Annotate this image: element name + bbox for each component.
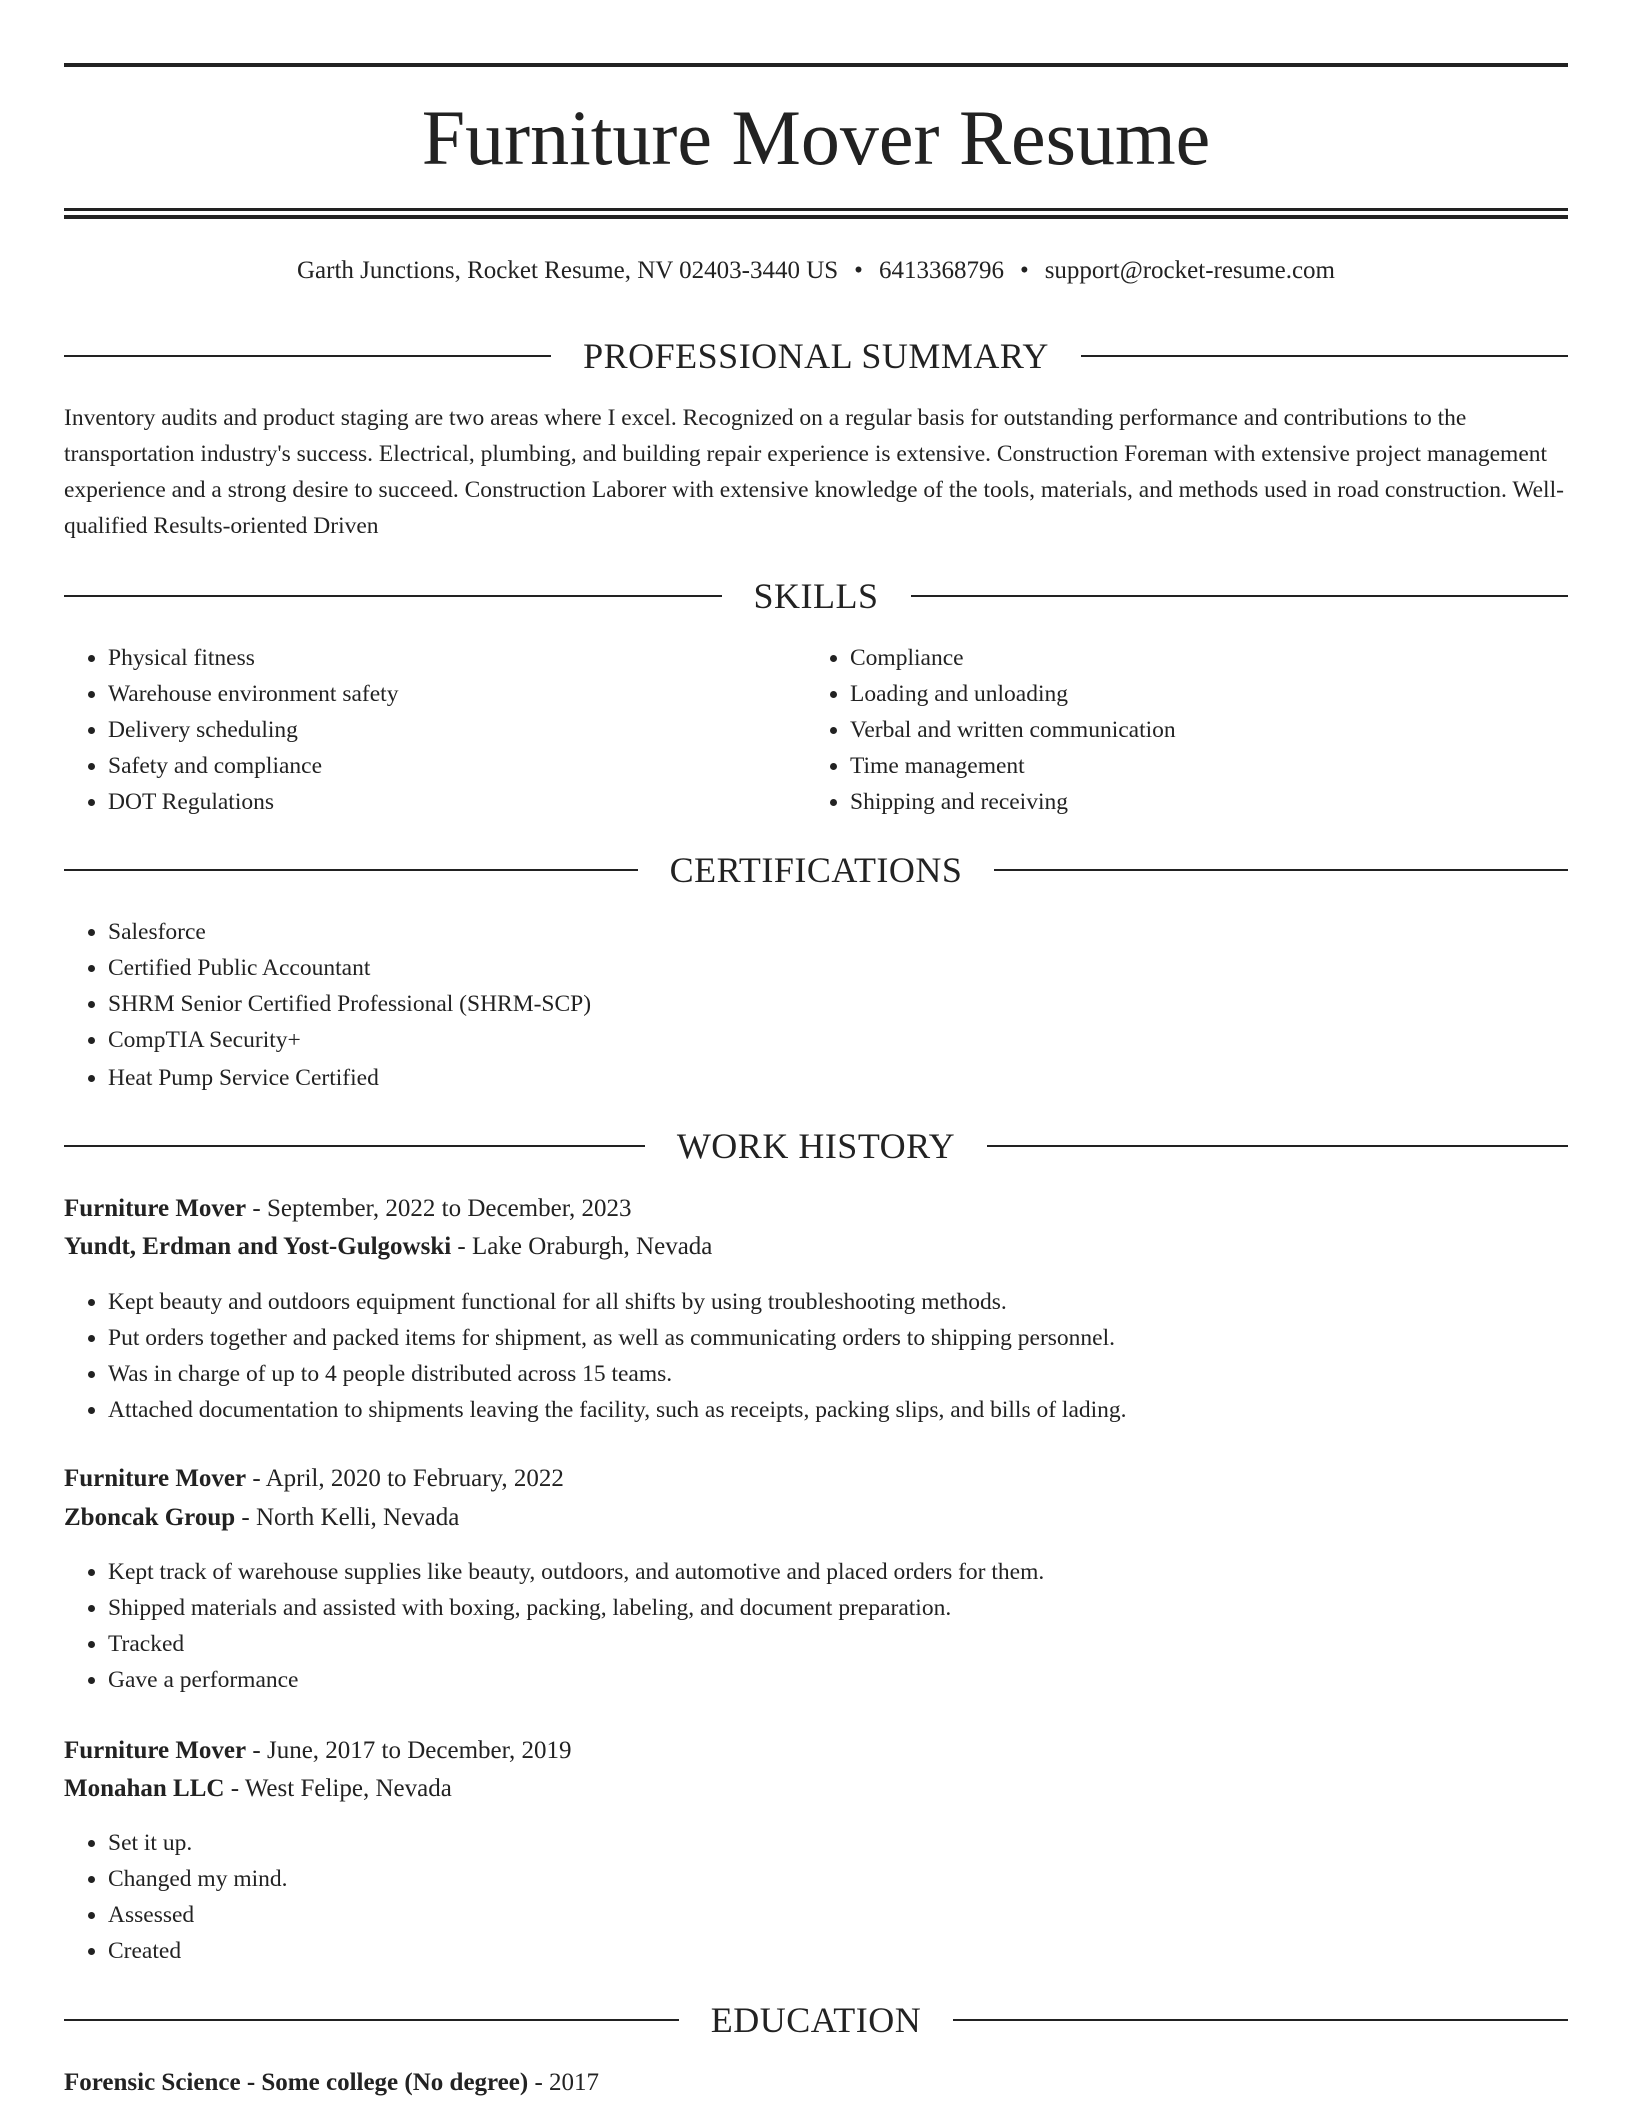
job-location: - Lake Oraburgh, Nevada [451,1233,713,1260]
job-company-line [64,1499,1568,1537]
job-bullets [64,1825,1568,1969]
skill-item: • Delivery scheduling [108,712,808,748]
section-rule [64,2019,679,2021]
certification-item: • Salesforce [108,914,1568,950]
work-section-header [64,1124,1568,1168]
education-heading: EDUCATION [710,2000,922,2040]
job-bullet: • Set it up. [108,1825,1568,1861]
summary-heading: PROFESSIONAL SUMMARY [583,336,1049,376]
section-rule [987,1145,1568,1147]
job-location: - West Felipe, Nevada [224,1775,452,1802]
job-bullets [64,1554,1568,1698]
job-bullet: • Tracked [108,1626,1568,1662]
job-company: Yundt, Erdman and Yost-Gulgowski [64,1233,452,1260]
job-bullet: • Kept beauty and outdoors equipment functional for all shifts by using troubleshooting methods. [108,1284,1568,1320]
job-location: - North Kelli, Nevada [235,1504,460,1531]
top-rule [64,63,1568,67]
summary-text: Inventory audits and product staging are two areas where I excel. Recognized on a regular basis for outstanding performance and contributions to the transportation industry's success. Electrical, plumbing, and building repair experience is extensive. Construction Foreman with extensive project management experience and a strong desire to succeed. Construction Laborer with extensive knowledge of the tools, materials, and methods used in road construction. Well-qualified Results-oriented Driven [64,405,1564,539]
education-year: - 2017 [528,2069,600,2096]
contact-email: support@rocket-resume.com [1044,257,1335,284]
title-rule-upper [64,208,1568,211]
section-rule [64,869,638,871]
contact-separator: • [1019,257,1029,284]
certifications-section-header [64,848,1568,892]
skill-item: • Verbal and written communication [850,712,1550,748]
job-title: Furniture Mover [64,1195,247,1222]
job-bullet: • Kept track of warehouse supplies like beauty, outdoors, and automotive and placed orders for them. [108,1554,1568,1590]
section-rule [911,595,1569,597]
contact-phone: 6413368796 [878,257,1004,284]
job-dates: - September, 2022 to December, 2023 [246,1195,632,1222]
job-bullet: • Created [108,1933,1568,1969]
job-bullet: • Gave a performance [108,1662,1568,1698]
job-title-line [64,1460,1568,1498]
skills-list-left [64,640,808,820]
job-bullet: • Was in charge of up to 4 people distributed across 15 teams. [108,1356,1568,1392]
section-rule [1081,355,1568,357]
job-bullet: • Shipped materials and assisted with boxing, packing, labeling, and document preparation. [108,1590,1568,1626]
section-rule [994,869,1568,871]
certification-item: • Certified Public Accountant [108,950,1568,986]
section-rule [64,355,551,357]
job-dates: - June, 2017 to December, 2019 [246,1737,572,1764]
skill-item: • Warehouse environment safety [108,676,808,712]
skill-item: • DOT Regulations [108,784,808,820]
job-title-line [64,1190,1568,1228]
education-degree: Forensic Science - Some college (No degree) [64,2069,529,2096]
skills-section-header [64,574,1568,618]
work-heading: WORK HISTORY [676,1126,956,1166]
job-company: Monahan LLC [64,1775,225,1802]
education-section-header [64,1998,1568,2042]
section-rule [64,1145,645,1147]
job-bullet: • Assessed [108,1897,1568,1933]
certifications-list [64,914,1568,1096]
summary-section-header [64,334,1568,378]
job-bullet: • Changed my mind. [108,1861,1568,1897]
certification-item: • CompTIA Security+ [108,1022,1568,1058]
job-dates: - April, 2020 to February, 2022 [246,1465,564,1492]
education-line [64,2064,1568,2102]
title-rule-lower [64,215,1568,219]
section-rule [64,595,722,597]
skill-item: • Shipping and receiving [850,784,1550,820]
job-title: Furniture Mover [64,1465,247,1492]
contact-separator: • [854,257,863,284]
skill-item: • Safety and compliance [108,748,808,784]
skill-item: • Compliance [850,640,1550,676]
skills-list-right [806,640,1550,820]
job-company: Zboncak Group [64,1504,236,1531]
skill-item: • Time management [850,748,1550,784]
skills-heading: SKILLS [753,576,879,616]
contact-address: Garth Junctions, Rocket Resume, NV 02403-3440 US [297,257,839,284]
job-company-line [64,1228,1568,1266]
job-title-line [64,1732,1568,1770]
resume-title: Furniture Mover Resume [421,94,1211,181]
job-bullet: • Put orders together and packed items for shipment, as well as communicating orders to shipping personnel. [108,1320,1568,1356]
certification-item: • Heat Pump Service Certified [108,1060,1568,1096]
job-bullets [64,1284,1568,1428]
contact-line [64,254,1568,288]
job-company-line [64,1770,1568,1808]
certification-item: • SHRM Senior Certified Professional (SHRM-SCP) [108,986,1568,1022]
certifications-heading: CERTIFICATIONS [669,850,963,890]
skill-item: • Loading and unloading [850,676,1550,712]
skill-item: • Physical fitness [108,640,808,676]
section-rule [953,2019,1568,2021]
job-bullet: • Attached documentation to shipments leaving the facility, such as receipts, packing slips, and bills of lading. [108,1392,1568,1428]
job-title: Furniture Mover [64,1737,247,1764]
